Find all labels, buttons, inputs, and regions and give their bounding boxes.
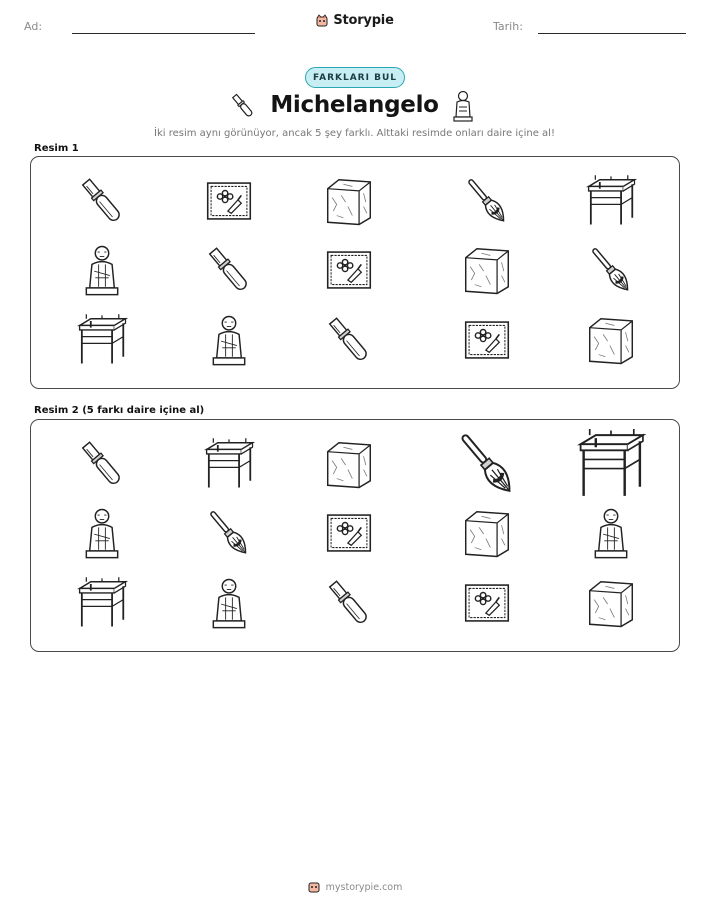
- marble-icon[interactable]: [583, 312, 639, 368]
- statue-icon[interactable]: [74, 242, 130, 298]
- fresco-icon[interactable]: [321, 505, 377, 561]
- statue-icon[interactable]: [201, 312, 257, 368]
- activity-badge: [305, 67, 405, 88]
- scaffold-icon[interactable]: [201, 436, 257, 492]
- statue-icon[interactable]: [201, 575, 257, 631]
- fresco-icon[interactable]: [321, 242, 377, 298]
- statue-icon: [452, 90, 474, 122]
- marble-icon[interactable]: [459, 242, 515, 298]
- fresco-icon[interactable]: [459, 575, 515, 631]
- marble-icon[interactable]: [459, 505, 515, 561]
- brand-logo: [0, 13, 709, 28]
- chisel-icon[interactable]: [201, 242, 257, 298]
- name-label: Ad:: [24, 20, 43, 33]
- brush-icon[interactable]: [449, 426, 525, 502]
- brush-icon[interactable]: [201, 505, 257, 561]
- chisel-icon[interactable]: [74, 173, 130, 229]
- date-line[interactable]: [538, 33, 686, 34]
- footer-url: mystorypie.com: [325, 881, 403, 893]
- name-line[interactable]: [72, 33, 255, 34]
- marble-icon[interactable]: [321, 173, 377, 229]
- page-title: Michelangelo: [270, 92, 439, 118]
- brush-icon[interactable]: [583, 242, 639, 298]
- storypie-mascot-icon: [307, 880, 321, 894]
- scaffold-icon[interactable]: [573, 426, 649, 502]
- chisel-icon[interactable]: [321, 312, 377, 368]
- date-label: Tarih:: [493, 20, 523, 33]
- statue-icon[interactable]: [74, 505, 130, 561]
- scaffold-icon[interactable]: [583, 173, 639, 229]
- scaffold-icon[interactable]: [74, 312, 130, 368]
- statue-icon[interactable]: [583, 505, 639, 561]
- fresco-icon[interactable]: [201, 173, 257, 229]
- brush-icon[interactable]: [459, 173, 515, 229]
- picture-1-label: Resim 1: [34, 143, 79, 154]
- instructions: İki resim aynı görünüyor, ancak 5 şey farklı. Alttaki resimde onları daire içine al!: [154, 128, 555, 139]
- badge-label: FARKLARI BUL: [313, 72, 397, 83]
- chisel-icon[interactable]: [321, 575, 377, 631]
- picture-2-panel[interactable]: [30, 419, 680, 652]
- marble-icon[interactable]: [583, 575, 639, 631]
- picture-1-panel: [30, 156, 680, 389]
- fresco-icon[interactable]: [459, 312, 515, 368]
- scaffold-icon[interactable]: [74, 575, 130, 631]
- footer: [0, 880, 709, 894]
- chisel-icon[interactable]: [74, 436, 130, 492]
- picture-2-label: Resim 2 (5 farkı daire içine al): [34, 405, 205, 416]
- storypie-mascot-icon: [315, 14, 329, 28]
- brand-name: Storypie: [333, 13, 394, 28]
- marble-icon[interactable]: [321, 436, 377, 492]
